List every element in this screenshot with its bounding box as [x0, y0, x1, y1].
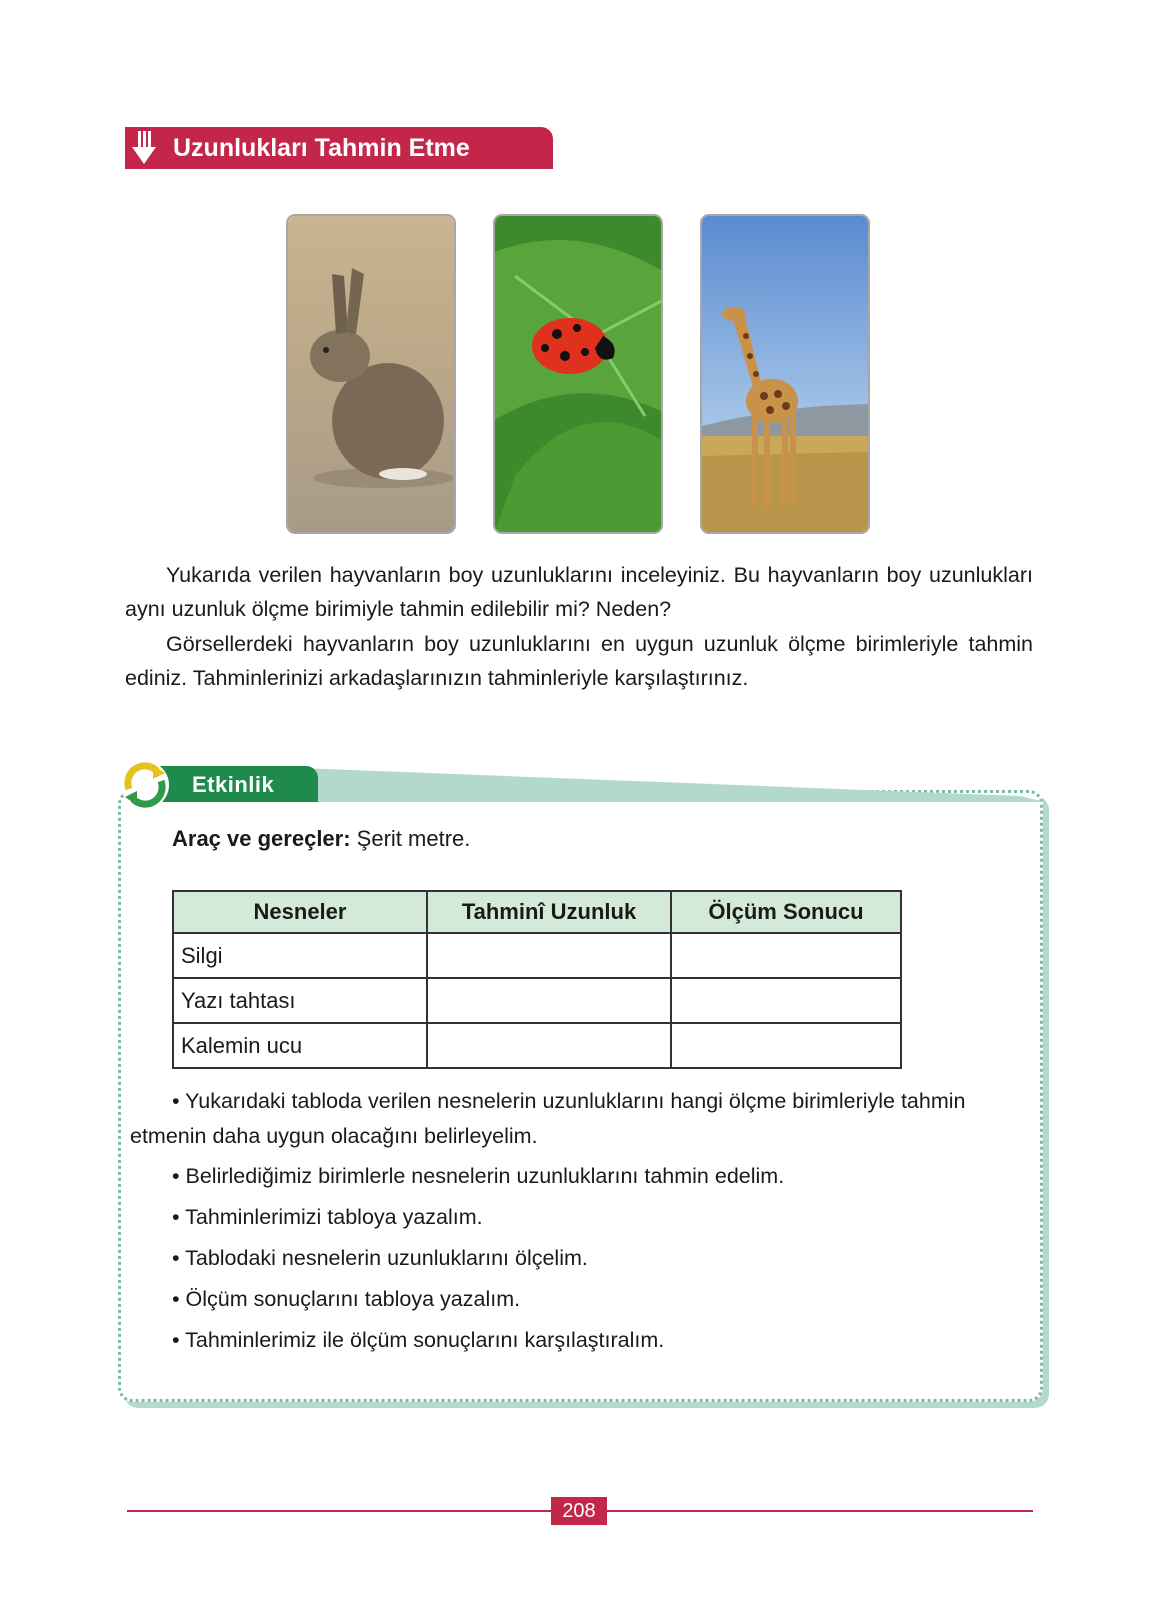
table-cell: Yazı tahtası — [173, 978, 427, 1023]
table-header-cell: Ölçüm Sonucu — [671, 891, 901, 933]
activity-header-strip — [300, 768, 1045, 802]
table-row — [173, 978, 901, 1023]
instruction-list — [130, 1084, 1025, 1364]
table-cell — [427, 933, 671, 978]
giraffe-photo — [700, 214, 870, 534]
materials-value: Şerit metre. — [350, 826, 471, 851]
page-number: 208 — [551, 1497, 607, 1525]
ladybug-image — [495, 216, 661, 532]
instruction-item: • Tahminlerimizi tabloya yazalım. — [172, 1205, 483, 1229]
section-title: Uzunlukları Tahmin Etme — [173, 134, 470, 162]
table-row — [173, 933, 901, 978]
instruction-item: • Yukarıdaki tabloda verilen nesnelerin uzunluklarını hangi ölçme birimleriyle tahmin etmenin daha uygun olacağını belirleyelim. — [130, 1089, 966, 1148]
ladybug-photo — [493, 214, 663, 534]
table-header-cell: Tahminî Uzunluk — [427, 891, 671, 933]
table-cell — [427, 978, 671, 1023]
activity-label: Etkinlik — [192, 772, 275, 797]
footer-line-right — [607, 1510, 1033, 1512]
rabbit-photo — [286, 214, 456, 534]
table-row — [173, 1023, 901, 1068]
instruction-item: • Ölçüm sonuçlarını tabloya yazalım. — [172, 1287, 521, 1311]
intro-paragraph-2: Görsellerdeki hayvanların boy uzunluklarını en uygun uzunluk ölçme birimleriyle tahmin ediniz. Tahminlerinizi arkadaşlarınızın tahminleriyle karşılaştırınız. — [125, 632, 1033, 690]
objects-table — [172, 890, 902, 1069]
table-header-cell: Nesneler — [173, 891, 427, 933]
instruction-item: • Tahminlerimiz ile ölçüm sonuçlarını karşılaştıralım. — [172, 1328, 665, 1352]
table-cell — [671, 933, 901, 978]
cycle-arrows-icon — [119, 759, 171, 811]
section-banner — [125, 127, 553, 169]
giraffe-image — [702, 216, 868, 532]
table-cell — [671, 978, 901, 1023]
table-cell — [671, 1023, 901, 1068]
instruction-item: • Tablodaki nesnelerin uzunluklarını ölçelim. — [172, 1246, 588, 1270]
table-cell: Kalemin ucu — [173, 1023, 427, 1068]
table-cell: Silgi — [173, 933, 427, 978]
footer-line-left — [127, 1510, 551, 1512]
rabbit-image — [288, 216, 454, 532]
table-header-row — [173, 891, 901, 933]
table-cell — [427, 1023, 671, 1068]
materials-label: Araç ve gereçler: — [172, 826, 351, 851]
intro-paragraph-1: Yukarıda verilen hayvanların boy uzunluklarını inceleyiniz. Bu hayvanların boy uzunlukları aynı uzunluk ölçme birimiyle tahmin edilebilir mi? Neden? — [125, 563, 1033, 621]
materials-line — [172, 826, 470, 852]
down-arrow-icon — [131, 131, 157, 165]
instruction-item: • Belirlediğimiz birimlerle nesnelerin uzunluklarını tahmin edelim. — [172, 1164, 785, 1188]
